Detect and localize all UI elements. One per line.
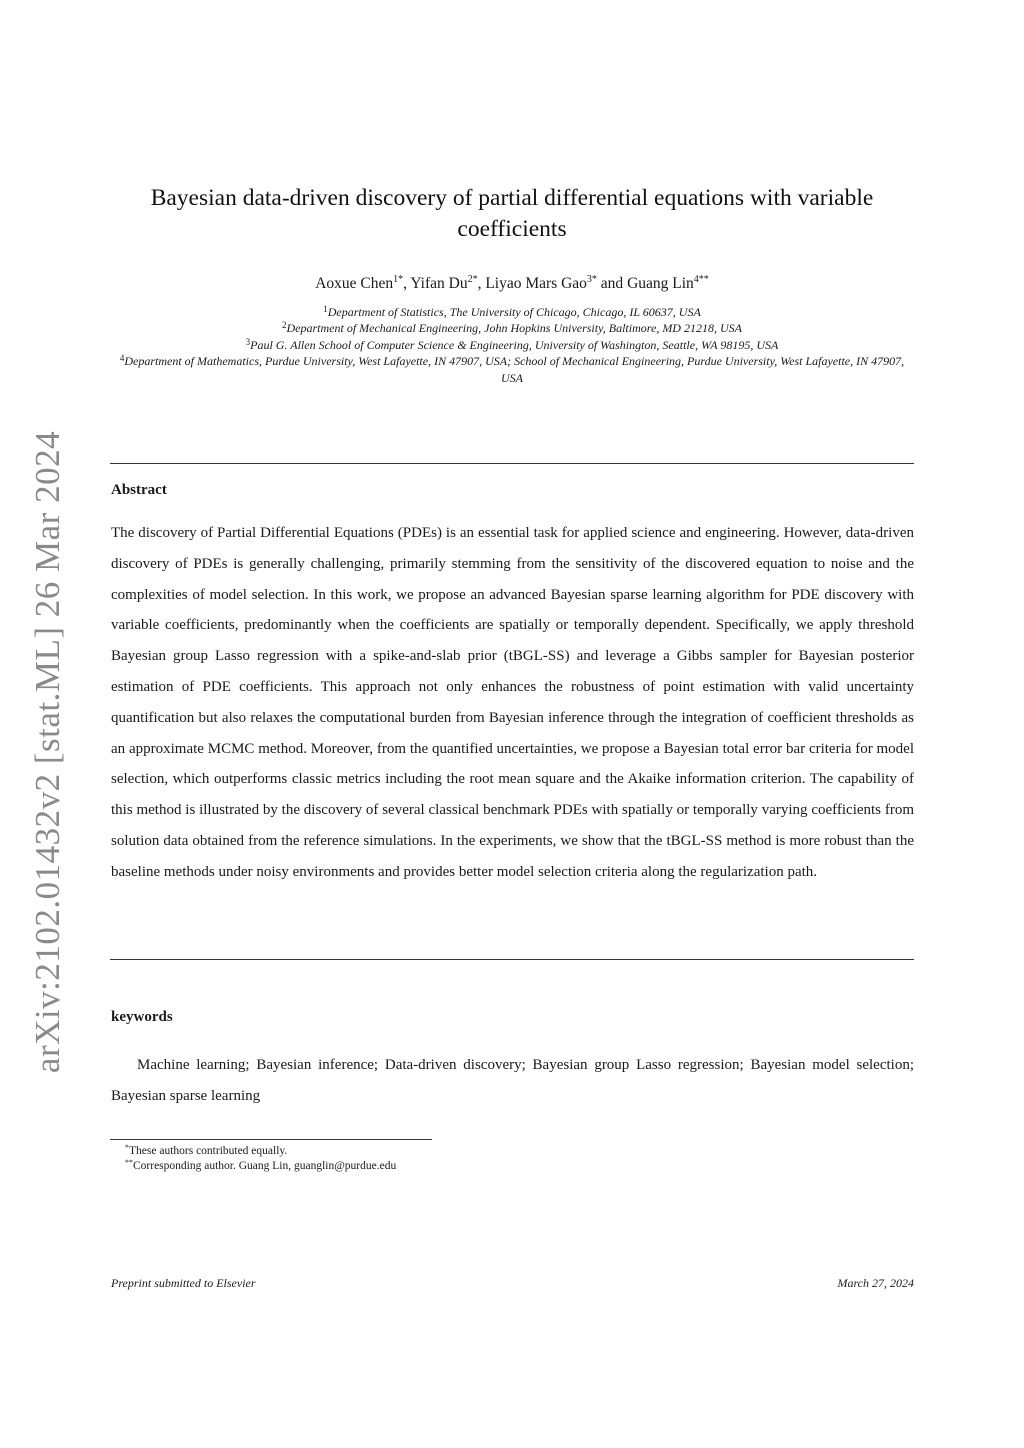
- footer-date: March 27, 2024: [837, 1276, 914, 1290]
- author: Guang Lin$^{4**}$: [627, 274, 709, 292]
- abstract-text: The discovery of Partial Differential Equations (PDEs) is an essential task for applied science and engineering. However, data-driven discovery of PDEs is generally challenging, primarily stemming from the sensitivity of the discovered equation to noise and the complexities of model selection. In this work, we propose an advanced Bayesian sparse learning algorithm for PDE discovery with variable coefficients, predominantly when the coefficients are spatially or temporally dependent. Specifically, we apply threshold Bayesian group Lasso regression with a spike-and-slab prior (tBGL-SS) and leverage a Gibbs sampler for Bayesian posterior estimation of PDE coefficients. This approach not only enhances the robustness of point estimation with valid uncertainty quantification but also relaxes the computational burden from Bayesian inference through the integration of coefficient thresholds as an approximate MCMC method. Moreover, from the quantified uncertainties, we propose a Bayesian total error bar criteria for model selection, which outperforms classic metrics including the root mean square and the Akaike information criterion. The capability of this method is illustrated by the discovery of several classical benchmark PDEs with spatially or temporally varying coefficients from solution data obtained from the reference simulations. In the experiments, we show that the tBGL-SS method is more robust than the baseline methods under noisy environments and provides better model selection criteria along the regularization path.: [111, 525, 914, 880]
- arxiv-identifier-stamp: arXiv:2102.01432v2 [stat.ML] 26 Mar 2024: [28, 430, 67, 1074]
- footnote: *These authors contributed equally.: [125, 1143, 288, 1157]
- author: Liyao Mars Gao$^{3*}$ and: [485, 274, 628, 292]
- paper-title: Bayesian data-driven discovery of partial differential equations with variable coefficients: [150, 185, 874, 242]
- affiliation: $^4$Department of Mathematics, Purdue University, West Lafayette, IN 47907, USA; School of Mechanical Engineering, Purdue University, West Lafayette, IN 47907, USA: [119, 353, 905, 385]
- author: Aoxue Chen$^{1*}$,: [315, 274, 411, 292]
- affiliation: $^2$Department of Mechanical Engineering, John Hopkins University, Baltimore, MD 21218, USA: [282, 320, 742, 336]
- footnote: **Corresponding author. Guang Lin, guanglin@purdue.edu: [125, 1158, 397, 1172]
- footnotes: [125, 1144, 396, 1174]
- keywords-heading: keywords: [111, 1009, 173, 1025]
- author-list: [112, 274, 912, 294]
- footnote-rule: [110, 1139, 432, 1140]
- abstract-heading: Abstract: [111, 482, 167, 498]
- affiliation: $^1$Department of Statistics, The University of Chicago, Chicago, IL 60637, USA: [323, 304, 701, 319]
- abstract-bottom-rule: [110, 959, 914, 960]
- affiliation: $^3$Paul G. Allen School of Computer Science & Engineering, University of Washington, Seattle, WA 98195, USA: [245, 336, 779, 352]
- affiliation-list: [112, 304, 912, 386]
- abstract-top-rule: [110, 463, 914, 464]
- footer-preprint-note: Preprint submitted to Elsevier: [111, 1276, 256, 1290]
- author: Yifan $Du^{2*}$,: [410, 274, 486, 292]
- keywords-text: Machine learning; Bayesian inference; Data-driven discovery; Bayesian group Lasso regression; Bayesian model selection; Bayesian sparse learning: [111, 1057, 914, 1104]
